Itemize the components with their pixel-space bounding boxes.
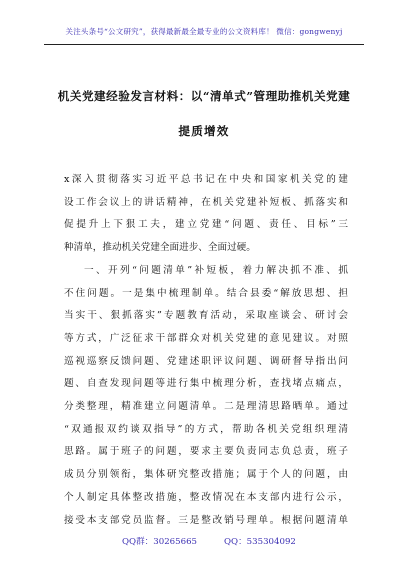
body-line: 当实干、狠抓落实”专题教育活动，采取座谈会、研讨会 [64,310,348,322]
body-line: 题、自查发现问题等进行集中梳理分析，查找堵点痛点， [64,378,348,390]
header-note: 关注头条号“公文研究”，获得最新最全最专业的公文资料库！ 微信：gongwenyj [65,27,343,36]
header-rule [44,44,364,45]
document-title: 机关党建经验发言材料：以“清单式”管理助推机关党建 [57,89,351,103]
body-line: 一、开列“问题清单”补短板，着力解决抓不准、抓 [84,264,348,276]
body-line: 个人制定具体整改措施，整改情况在本支部内进行公示， [64,491,348,503]
body-line: 不住问题。一是集中梳理制单。结合县委“解放思想、担 [64,287,348,299]
document-body [64,169,348,532]
body-line: 接受本支部党员监督。三是整改销号理单。根据问题清单 [64,514,348,526]
body-line: “双通报双约谈双指导”的方式，帮助各机关党组织理清 [64,423,348,435]
body-line: 种清单，推动机关党建全面进步、全面过硬。 [64,242,256,254]
body-line: 巡视巡察反馈问题、党建述职评议问题、调研督导指出问 [64,355,348,367]
document-title-continued: 提质增效 [178,124,230,138]
body-line: x深入贯彻落实习近平总书记在中央和国家机关党的建 [64,174,348,185]
body-line: 促提升上下狠工夫，建立党建“问题、责任、目标”三 [64,219,348,231]
footer-qq-group: QQ群：30265665 [122,537,198,547]
footer-qq-contact: QQ：535304092 [224,537,296,547]
body-line: 分类整理，精准建立问题清单。二是理清思路晒单。通过 [64,401,348,413]
body-line: 成员分别领衔，集体研究整改措施；属于个人的问题，由 [64,469,348,481]
body-line: 思路。属于班子的问题，要求主要负责同志负总责，班子 [64,446,348,458]
body-line: 设工作会议上的讲话精神，在机关党建补短板、抓落实和 [64,196,348,208]
body-line: 等方式，广泛征求干部群众对机关党建的意见建议。对照 [64,332,348,344]
